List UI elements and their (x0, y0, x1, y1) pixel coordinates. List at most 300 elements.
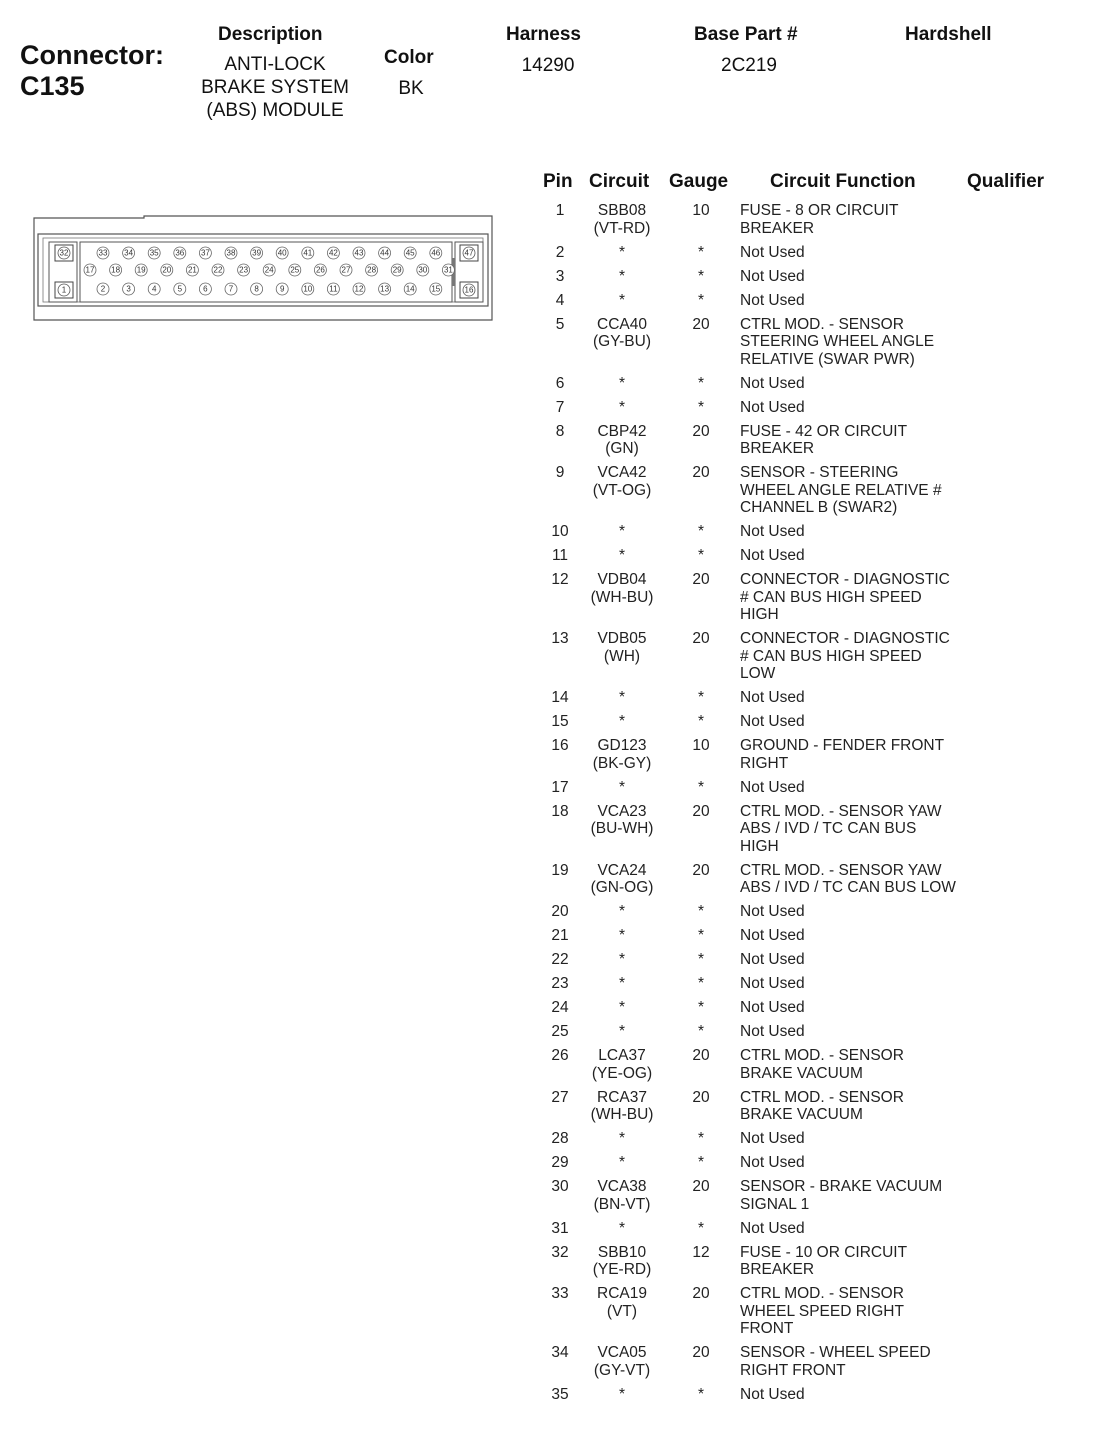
pin-number: 19 (551, 861, 569, 879)
color-label: Color (384, 47, 434, 68)
pin-label: 40 (277, 248, 287, 258)
connector-pin (366, 264, 378, 276)
circuit-function-line: STEERING WHEEL ANGLE (740, 333, 935, 350)
connector-title (20, 40, 164, 102)
circuit-line: (WH-BU) (590, 588, 654, 606)
circuit-function-line: HIGH (740, 837, 779, 855)
circuit-function-cell (740, 1089, 965, 1124)
circuit-cell (582, 423, 662, 458)
pin-number: 26 (551, 1047, 569, 1064)
connector-pin (263, 264, 275, 276)
circuit-function-cell (740, 927, 965, 945)
pin-number: 25 (551, 1023, 569, 1040)
gauge-cell: 20 (692, 315, 710, 333)
pin-label: 46 (431, 248, 441, 258)
hardshell-label: Hardshell (905, 24, 992, 45)
circuit-function-line: # CAN BUS HIGH SPEED (740, 647, 922, 665)
pin-number: 35 (551, 1385, 569, 1403)
pin-label: 36 (175, 248, 185, 258)
circuit-function-line: CTRL MOD. - SENSOR (740, 1088, 904, 1106)
circuit-line: (GN) (605, 440, 639, 457)
circuit-function-cell (740, 399, 965, 417)
gauge-cell: 20 (692, 802, 710, 820)
pin-number: 14 (551, 689, 569, 706)
pin-label: 23 (239, 265, 249, 275)
connector-pin (199, 283, 211, 295)
connector-pin (353, 283, 365, 295)
pin-label: 47 (464, 248, 474, 258)
pin-label: 34 (124, 248, 134, 258)
circuit-cell (582, 1244, 662, 1279)
pin-number: 18 (551, 802, 569, 820)
pin-label: 28 (367, 265, 377, 275)
circuit-function-line: CONNECTOR - DIAGNOSTIC (740, 571, 950, 588)
circuit-line: * (618, 291, 626, 309)
circuit-function-line: FUSE - 10 OR CIRCUIT (740, 1243, 908, 1261)
circuit-function-line: FUSE - 8 OR CIRCUIT (740, 202, 899, 219)
gauge-cell: 20 (692, 630, 710, 647)
circuit-line: * (618, 1130, 626, 1147)
connector-pin (148, 247, 160, 259)
pin-number: 29 (551, 1154, 569, 1171)
gauge-cell: 20 (692, 861, 710, 879)
circuit-function-line: Not Used (740, 523, 805, 540)
pin-label: 7 (228, 284, 234, 294)
pin-label: 21 (187, 265, 197, 275)
circuit-line: * (618, 1385, 626, 1403)
circuit-function-cell (740, 903, 965, 921)
connector-pin (430, 283, 442, 295)
connector-pin (123, 283, 135, 295)
connector-pin (276, 283, 288, 295)
connector-pin (186, 264, 198, 276)
circuit-function-line: BRAKE VACUUM (740, 1106, 863, 1123)
circuit-cell (582, 1220, 662, 1238)
connector-pin (174, 247, 186, 259)
pin-number: 27 (551, 1088, 569, 1106)
circuit-line: VCA38 (597, 1178, 647, 1195)
circuit-function-cell (740, 1344, 965, 1379)
header-circuit: Circuit (589, 171, 650, 192)
circuit-line: * (618, 713, 626, 730)
pin-label: 29 (392, 265, 402, 275)
pin-number: 21 (551, 927, 569, 944)
pin-label: 42 (328, 248, 338, 258)
pin-label: 33 (98, 248, 108, 258)
pin-label: 10 (303, 284, 313, 294)
circuit-function-line: FRONT (740, 1320, 794, 1337)
gauge-cell: * (697, 778, 705, 796)
circuit-line: SBB08 (597, 202, 647, 219)
circuit-function-cell (740, 1023, 965, 1041)
pin-number: 1 (555, 202, 565, 219)
pin-label: 9 (279, 284, 285, 294)
circuit-function-line: Not Used (740, 243, 805, 261)
circuit-line: * (618, 903, 626, 920)
circuit-function-line: FUSE - 42 OR CIRCUIT (740, 422, 908, 440)
color-value: BK (398, 78, 424, 99)
connector-pin (148, 283, 160, 295)
gauge-cell: * (697, 547, 705, 564)
pin-number: 16 (551, 737, 569, 754)
gauge-cell: 10 (692, 202, 710, 219)
circuit-cell (582, 268, 662, 286)
circuit-line: * (618, 975, 626, 992)
circuit-function-line: Not Used (740, 267, 805, 285)
connector-pin (110, 264, 122, 276)
circuit-function-cell (740, 779, 965, 797)
gauge-cell: * (697, 1154, 705, 1171)
connector-pin (442, 264, 454, 276)
circuit-function-line: GROUND - FENDER FRONT (740, 737, 945, 754)
circuit-line: * (618, 1219, 626, 1237)
pin-label: 19 (136, 265, 146, 275)
pin-label: 15 (431, 284, 441, 294)
pin-number: 9 (555, 464, 565, 481)
pin-label: 25 (290, 265, 300, 275)
circuit-function-cell (740, 1047, 965, 1082)
gauge-cell: 12 (692, 1243, 710, 1261)
pin-label: 35 (149, 248, 159, 258)
circuit-function-cell (740, 1285, 965, 1338)
circuit-function-line: Not Used (740, 903, 805, 920)
connector-pin (161, 264, 173, 276)
circuit-line: RCA37 (597, 1088, 647, 1106)
description-label: Description (218, 24, 323, 45)
description-line: (ABS) MODULE (206, 100, 344, 121)
gauge-cell: 20 (692, 1178, 710, 1195)
circuit-function-line: Not Used (740, 1154, 805, 1171)
circuit-cell (582, 999, 662, 1017)
connector-pin (251, 247, 263, 259)
circuit-function-line: WHEEL ANGLE RELATIVE # (740, 481, 942, 499)
pin-label: 39 (252, 248, 262, 258)
circuit-line: VDB04 (597, 571, 647, 588)
connector-pin (123, 247, 135, 259)
circuit-function-line: BREAKER (740, 1261, 815, 1278)
circuit-cell (582, 464, 662, 499)
circuit-cell (582, 547, 662, 565)
circuit-function-cell (740, 1244, 965, 1279)
pin-label: 24 (264, 265, 274, 275)
circuit-function-line: CTRL MOD. - SENSOR YAW (740, 861, 942, 879)
pin-label: 41 (303, 248, 313, 258)
connector-pin (225, 283, 237, 295)
circuit-line: * (618, 951, 626, 968)
gauge-cell: * (697, 951, 705, 968)
circuit-function-line: BREAKER (740, 219, 815, 237)
circuit-function-line: LOW (740, 665, 776, 682)
circuit-line: (BN-VT) (593, 1195, 651, 1213)
pin-number: 2 (555, 243, 565, 261)
circuit-cell (582, 862, 662, 897)
circuit-function-line: CONNECTOR - DIAGNOSTIC (740, 630, 950, 647)
gauge-cell: * (697, 1023, 705, 1040)
circuit-line: * (618, 778, 626, 796)
circuit-function-line: Not Used (740, 778, 805, 796)
circuit-cell (582, 1047, 662, 1082)
circuit-function-line: BREAKER (740, 440, 815, 457)
circuit-line: GD123 (597, 737, 647, 754)
circuit-function-cell (740, 464, 965, 517)
circuit-line: (YE-OG) (591, 1064, 653, 1082)
connector-pin (379, 283, 391, 295)
pin-label: 37 (200, 248, 210, 258)
circuit-function-line: Not Used (740, 398, 805, 416)
circuit-function-line: Not Used (740, 1130, 805, 1147)
pin-number: 20 (551, 903, 569, 920)
circuit-function-line: ABS / IVD / TC CAN BUS (740, 820, 917, 837)
circuit-function-cell (740, 951, 965, 969)
circuit-function-line: Not Used (740, 713, 805, 730)
pin-label: 11 (329, 284, 338, 294)
circuit-function-cell (740, 1178, 965, 1213)
circuit-cell (582, 737, 662, 772)
pin-number: 11 (551, 547, 569, 564)
circuit-line: * (618, 374, 626, 392)
circuit-function-cell (740, 975, 965, 993)
circuit-line: (GN-OG) (590, 879, 654, 896)
pin-label: 17 (85, 265, 95, 275)
circuit-function-line: Not Used (740, 975, 805, 992)
circuit-line: (BU-WH) (590, 820, 654, 837)
circuit-cell (582, 903, 662, 921)
pin-label: 3 (126, 284, 131, 294)
pin-label: 45 (405, 248, 415, 258)
circuit-function-cell (740, 1130, 965, 1148)
circuit-cell (582, 1386, 662, 1404)
pin-number: 12 (551, 571, 569, 588)
circuit-line: * (618, 689, 626, 706)
pin-number: 31 (551, 1219, 569, 1237)
pin-label: 27 (341, 265, 351, 275)
circuit-cell (582, 523, 662, 541)
connector-pin (404, 247, 416, 259)
gauge-cell: 20 (692, 571, 710, 588)
pin-label: 44 (380, 248, 390, 258)
circuit-cell (582, 1130, 662, 1148)
circuit-function-cell (740, 523, 965, 541)
connector-pin (251, 283, 263, 295)
circuit-function-line: Not Used (740, 927, 805, 944)
pin-label: 43 (354, 248, 364, 258)
circuit-line: (WH-BU) (590, 1106, 654, 1123)
circuit-line: SBB10 (597, 1243, 647, 1261)
circuit-line: * (618, 243, 626, 261)
circuit-function-cell (740, 375, 965, 393)
pin-label: 22 (213, 265, 223, 275)
pin-number: 33 (551, 1285, 569, 1302)
circuit-function-cell (740, 202, 965, 237)
pin-number: 10 (551, 523, 569, 540)
circuit-function-line: CTRL MOD. - SENSOR (740, 1047, 904, 1064)
pin-label: 4 (151, 284, 157, 294)
circuit-function-cell (740, 803, 965, 856)
circuit-function-cell (740, 244, 965, 262)
circuit-cell (582, 975, 662, 993)
circuit-function-line: # CAN BUS HIGH SPEED (740, 588, 922, 606)
connector-pin (276, 247, 288, 259)
circuit-function-cell (740, 571, 965, 624)
connector-pin (238, 264, 250, 276)
connector-pin (353, 247, 365, 259)
connector-pin (404, 283, 416, 295)
circuit-function-cell (740, 1220, 965, 1238)
pin-label: 6 (203, 284, 208, 294)
pin-label: 32 (59, 248, 69, 258)
gauge-cell: * (697, 267, 705, 285)
circuit-function-cell (740, 423, 965, 458)
circuit-cell (582, 316, 662, 351)
circuit-cell (582, 1154, 662, 1172)
connector-id: C135 (20, 71, 85, 101)
header-circuit-function: Circuit Function (770, 171, 916, 192)
connector-pin (417, 264, 429, 276)
connector-pin (430, 247, 442, 259)
circuit-function-line: CHANNEL B (SWAR2) (740, 499, 898, 516)
gauge-cell: 20 (692, 1047, 710, 1064)
connector-pin (460, 245, 478, 261)
connector-pin (212, 264, 224, 276)
circuit-cell (582, 803, 662, 838)
gauge-cell: * (697, 999, 705, 1016)
circuit-line: CCA40 (597, 315, 647, 333)
gauge-cell: * (697, 398, 705, 416)
circuit-line: (VT) (606, 1302, 638, 1320)
circuit-function-line: Not Used (740, 547, 805, 564)
circuit-function-cell (740, 630, 965, 683)
circuit-cell (582, 1089, 662, 1124)
connector-pin (302, 247, 314, 259)
header-pin: Pin (543, 171, 573, 192)
circuit-function-line: Not Used (740, 999, 805, 1016)
connector-pin (135, 264, 147, 276)
connector-pin (327, 247, 339, 259)
circuit-line: (WH) (603, 647, 641, 665)
pin-label: 8 (254, 284, 259, 294)
circuit-function-line: CTRL MOD. - SENSOR (740, 315, 904, 333)
pin-number: 28 (551, 1130, 569, 1147)
circuit-function-line: SENSOR - WHEEL SPEED (740, 1344, 931, 1361)
gauge-cell: * (697, 1385, 705, 1403)
circuit-function-line: RELATIVE (SWAR PWR) (740, 350, 915, 368)
pin-label: 2 (100, 284, 106, 294)
connector-pin (97, 283, 109, 295)
connector-pin (340, 264, 352, 276)
circuit-function-line: CTRL MOD. - SENSOR (740, 1285, 904, 1302)
circuit-cell (582, 630, 662, 665)
circuit-line: * (618, 267, 626, 285)
connector-pin (289, 264, 301, 276)
circuit-line: RCA19 (597, 1285, 647, 1302)
circuit-cell (582, 571, 662, 606)
pin-label: 14 (405, 284, 415, 294)
circuit-function-line: CTRL MOD. - SENSOR YAW (740, 802, 942, 820)
circuit-function-cell (740, 292, 965, 310)
circuit-function-line: Not Used (740, 291, 805, 309)
circuit-line: * (618, 1154, 626, 1171)
circuit-line: VCA42 (597, 464, 647, 481)
circuit-line: VCA24 (597, 861, 647, 879)
header-gauge: Gauge (669, 171, 729, 192)
circuit-function-line: Not Used (740, 951, 805, 968)
circuit-cell (582, 1285, 662, 1320)
circuit-function-line: ABS / IVD / TC CAN BUS LOW (740, 879, 956, 896)
pin-number: 24 (551, 999, 569, 1016)
circuit-cell (582, 1344, 662, 1379)
connector-pin (225, 247, 237, 259)
gauge-cell: * (697, 374, 705, 392)
circuit-function-cell (740, 689, 965, 707)
pin-number: 34 (551, 1344, 569, 1361)
pin-label: 13 (380, 284, 390, 294)
circuit-function-cell (740, 713, 965, 731)
circuit-cell (582, 689, 662, 707)
circuit-function-line: SIGNAL 1 (740, 1195, 810, 1213)
base-part-label: Base Part # (694, 24, 798, 45)
circuit-line: (GY-VT) (593, 1361, 651, 1379)
pin-label: 16 (464, 285, 474, 295)
circuit-line: * (618, 1023, 626, 1040)
circuit-cell (582, 202, 662, 237)
circuit-line: VDB05 (597, 630, 647, 647)
gauge-cell: * (697, 713, 705, 730)
circuit-function-line: Not Used (740, 1023, 805, 1040)
pin-label: 5 (177, 284, 183, 294)
circuit-cell (582, 927, 662, 945)
circuit-line: * (618, 547, 626, 564)
connector-pin (199, 247, 211, 259)
circuit-function-line: Not Used (740, 1219, 805, 1237)
circuit-function-cell (740, 1154, 965, 1172)
harness-value: 14290 (521, 55, 575, 76)
circuit-function-cell (740, 1386, 965, 1404)
connector-pin (460, 282, 478, 298)
header-qualifier: Qualifier (967, 171, 1045, 192)
circuit-line: (VT-RD) (593, 219, 651, 237)
pin-label: 30 (418, 265, 428, 275)
gauge-cell: * (697, 927, 705, 944)
circuit-cell (582, 951, 662, 969)
connector-face-diagram (30, 214, 500, 324)
gauge-cell: 20 (692, 1285, 710, 1302)
circuit-line: * (618, 927, 626, 944)
pin-label: 1 (61, 285, 67, 295)
circuit-cell (582, 292, 662, 310)
pin-label: 20 (162, 265, 172, 275)
circuit-cell (582, 713, 662, 731)
pin-label: 18 (111, 265, 121, 275)
pin-number: 5 (555, 315, 565, 333)
connector-label: Connector: (20, 40, 164, 70)
circuit-function-cell (740, 547, 965, 565)
connector-pin (327, 283, 339, 295)
gauge-cell: * (697, 1219, 705, 1237)
circuit-cell (582, 399, 662, 417)
gauge-cell: * (697, 689, 705, 706)
pin-label: 38 (226, 248, 236, 258)
circuit-function-line: SENSOR - STEERING (740, 464, 899, 481)
circuit-function-line: BRAKE VACUUM (740, 1064, 863, 1082)
circuit-line: * (618, 398, 626, 416)
connector-pin (55, 282, 73, 298)
gauge-cell: * (697, 291, 705, 309)
connector-pin (84, 264, 96, 276)
gauge-cell: * (697, 975, 705, 992)
circuit-line: LCA37 (598, 1047, 646, 1064)
gauge-cell: * (697, 523, 705, 540)
gauge-cell: * (697, 903, 705, 920)
